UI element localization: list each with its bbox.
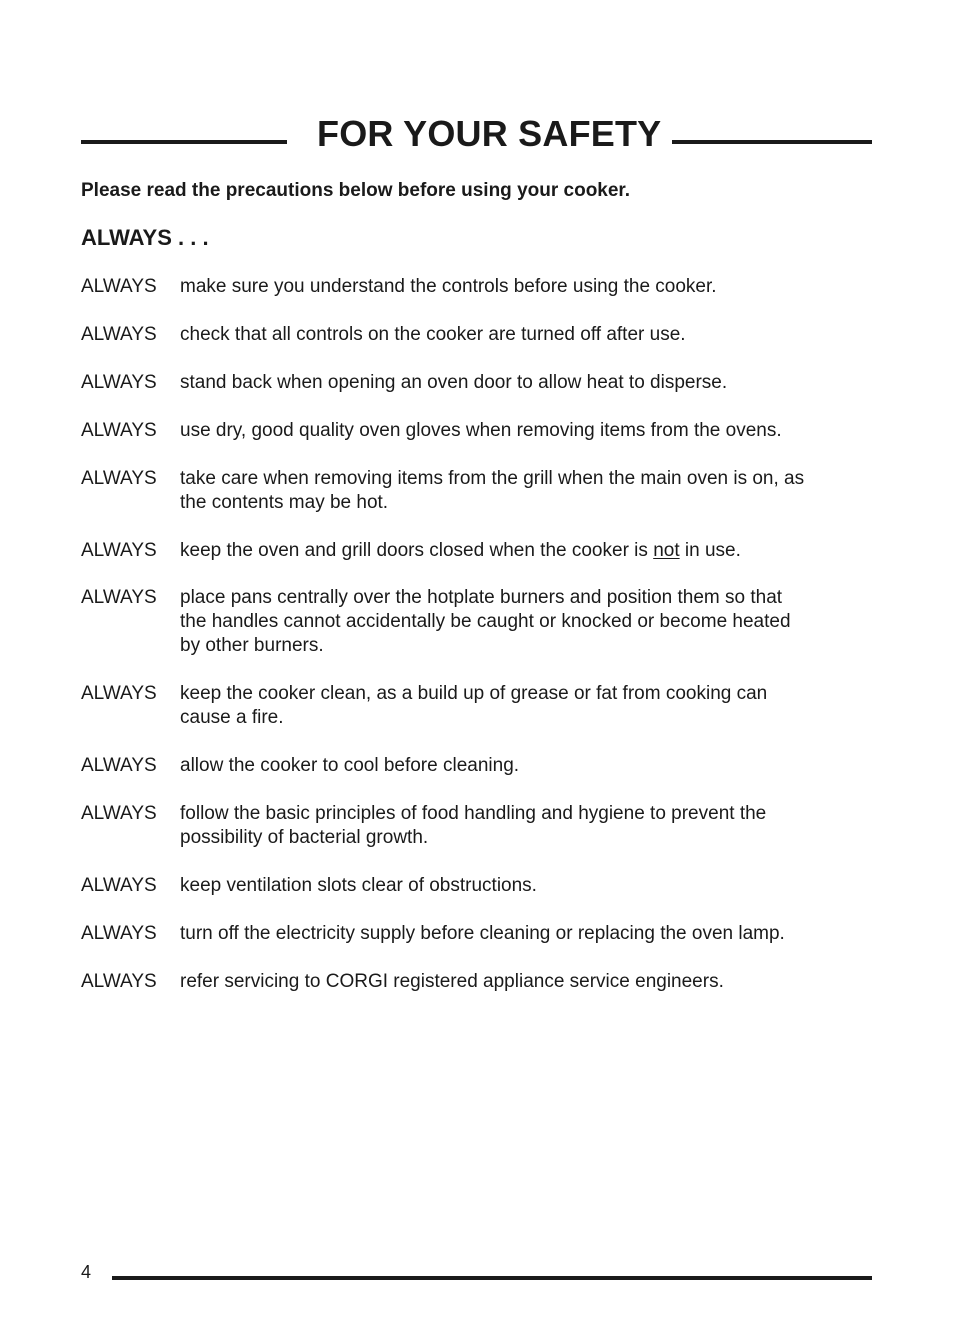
precaution-text [180,539,866,563]
precaution-text: check that all controls on the cooker are turned off after use. [180,324,686,345]
precaution-keyword: ALWAYS [81,372,157,393]
emphasis-not: not [653,540,680,561]
title-rule-left [81,140,287,144]
precaution-item [81,874,872,898]
precaution-keyword: ALWAYS [81,755,157,776]
precaution-item [81,419,872,443]
precaution-text: turn off the electricity supply before cleaning or replacing the oven lamp. [180,923,785,944]
precaution-keyword: ALWAYS [81,971,157,992]
precaution-text: keep ventilation slots clear of obstructions. [180,875,537,896]
footer-rule [112,1276,872,1280]
precaution-keyword: ALWAYS [81,540,157,561]
precaution-item [81,802,872,850]
precaution-text: stand back when opening an oven door to allow heat to disperse. [180,372,728,393]
page-title: FOR YOUR SAFETY [317,113,662,154]
precaution-item [81,970,872,994]
precaution-text: make sure you understand the controls before using the cooker. [180,276,717,297]
precaution-keyword: ALWAYS [81,324,157,345]
precaution-text: take care when removing items from the grill when the main oven is on, as the contents may be hot. [180,468,805,513]
title-rule-right [672,140,872,144]
precaution-keyword: ALWAYS [81,420,157,441]
precaution-text-start: keep the oven and grill doors closed when the cooker is [180,540,654,561]
precaution-item [81,754,872,778]
precaution-keyword: ALWAYS [81,875,157,896]
precaution-keyword: ALWAYS [81,803,157,824]
precaution-text: use dry, good quality oven gloves when removing items from the ovens. [180,420,782,441]
intro-text: Please read the precautions below before using your cooker. [81,180,631,201]
precaution-text-end: in use. [679,540,741,561]
title-banner [81,112,872,160]
precaution-text: allow the cooker to cool before cleaning. [180,755,520,776]
precaution-item [81,467,872,515]
precaution-text: keep the cooker clean, as a build up of grease or fat from cooking can cause a fire. [180,683,768,728]
precaution-text: place pans centrally over the hotplate burners and position them so that the handles cannot accidentally be caught or knocked or become heated by other burners. [180,587,791,656]
precaution-keyword: ALWAYS [81,587,157,608]
precaution-item [81,682,872,730]
precaution-text: follow the basic principles of food handling and hygiene to prevent the possibility of bacterial growth. [180,803,767,848]
precaution-keyword: ALWAYS [81,468,157,489]
precaution-text: refer servicing to CORGI registered appliance service engineers. [180,971,724,992]
precaution-item [81,371,872,395]
section-heading-always: ALWAYS . . . [81,225,209,250]
page-number: 4 [81,1262,92,1282]
precaution-item [81,586,872,658]
precaution-item [81,922,872,946]
precaution-item [81,323,872,347]
precaution-keyword: ALWAYS [81,276,157,297]
precaution-keyword: ALWAYS [81,683,157,704]
precaution-item [81,275,872,299]
precaution-keyword: ALWAYS [81,923,157,944]
precaution-item [81,539,872,563]
